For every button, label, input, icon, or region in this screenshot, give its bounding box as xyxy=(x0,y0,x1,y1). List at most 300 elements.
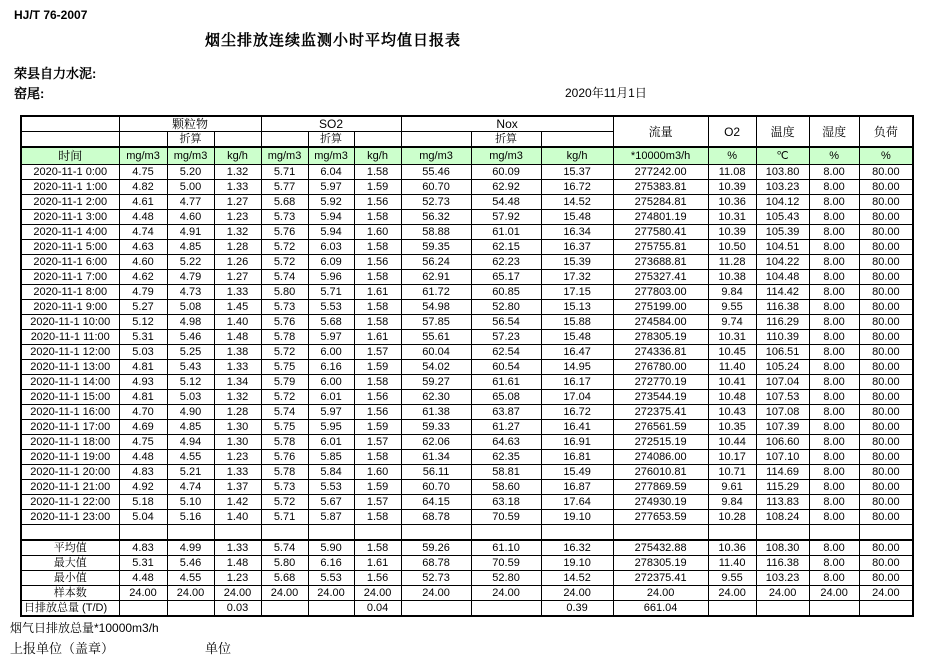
header-group-so2: SO2 xyxy=(261,116,401,132)
table-cell: 62.15 xyxy=(471,240,541,255)
blank-cell xyxy=(613,525,708,541)
table-cell: 5.10 xyxy=(167,495,214,510)
time-cell: 2020-11-1 7:00 xyxy=(21,270,119,285)
table-cell: 80.00 xyxy=(859,165,913,180)
table-cell: 1.45 xyxy=(214,300,261,315)
summary-row-min xyxy=(21,571,913,586)
table-row xyxy=(21,270,913,285)
table-cell: 8.00 xyxy=(809,285,859,300)
table-cell: 8.00 xyxy=(809,345,859,360)
table-cell: 61.01 xyxy=(471,225,541,240)
table-cell: 5.73 xyxy=(261,300,308,315)
time-cell: 2020-11-1 3:00 xyxy=(21,210,119,225)
summary-row-samples xyxy=(21,586,913,601)
table-cell xyxy=(756,601,809,617)
table-cell: 5.97 xyxy=(308,180,354,195)
table-cell: 10.39 xyxy=(708,225,756,240)
summary-row-average xyxy=(21,540,913,556)
unit-cell: kg/h xyxy=(541,147,613,165)
table-cell: 17.64 xyxy=(541,495,613,510)
table-cell: 1.23 xyxy=(214,450,261,465)
table-cell: 24.00 xyxy=(354,586,401,601)
table-cell: 24.00 xyxy=(214,586,261,601)
table-cell: 80.00 xyxy=(859,571,913,586)
table-cell: 59.27 xyxy=(401,375,471,390)
table-cell: 24.00 xyxy=(708,586,756,601)
unit-cell: ℃ xyxy=(756,147,809,165)
table-cell: 64.63 xyxy=(471,435,541,450)
table-cell: 5.68 xyxy=(261,571,308,586)
table-cell: 10.38 xyxy=(708,270,756,285)
table-cell: 56.54 xyxy=(471,315,541,330)
summary-row-daily_total xyxy=(21,601,913,617)
table-cell: 24.00 xyxy=(401,586,471,601)
table-cell: 5.08 xyxy=(167,300,214,315)
table-cell: 61.72 xyxy=(401,285,471,300)
blank-cell xyxy=(401,132,471,148)
table-cell: 5.68 xyxy=(261,195,308,210)
blank-cell xyxy=(471,525,541,541)
table-cell: 6.00 xyxy=(308,345,354,360)
table-row xyxy=(21,345,913,360)
table-cell: 5.18 xyxy=(119,495,167,510)
table-cell: 114.69 xyxy=(756,465,809,480)
table-cell: 5.46 xyxy=(167,330,214,345)
table-cell: 14.52 xyxy=(541,571,613,586)
table-cell: 275383.81 xyxy=(613,180,708,195)
table-cell: 1.33 xyxy=(214,540,261,556)
unit-cell: kg/h xyxy=(214,147,261,165)
table-cell: 24.00 xyxy=(809,586,859,601)
table-cell: 4.82 xyxy=(119,180,167,195)
table-cell: 116.38 xyxy=(756,556,809,571)
table-cell: 1.58 xyxy=(354,450,401,465)
table-cell: 108.30 xyxy=(756,540,809,556)
time-cell: 2020-11-1 11:00 xyxy=(21,330,119,345)
table-cell: 5.72 xyxy=(261,240,308,255)
table-cell: 80.00 xyxy=(859,270,913,285)
header-time: 时间 xyxy=(21,147,119,165)
table-cell: 5.78 xyxy=(261,330,308,345)
table-cell: 4.77 xyxy=(167,195,214,210)
table-cell: 10.43 xyxy=(708,405,756,420)
header-temp: 温度 xyxy=(756,116,809,147)
table-cell: 10.36 xyxy=(708,540,756,556)
table-cell: 5.72 xyxy=(261,255,308,270)
table-cell: 5.73 xyxy=(261,210,308,225)
time-cell: 2020-11-1 20:00 xyxy=(21,465,119,480)
table-cell: 8.00 xyxy=(809,360,859,375)
table-cell: 52.73 xyxy=(401,571,471,586)
table-cell: 54.98 xyxy=(401,300,471,315)
table-cell: 274930.19 xyxy=(613,495,708,510)
table-cell: 1.59 xyxy=(354,480,401,495)
table-cell: 5.72 xyxy=(261,390,308,405)
header-unit-row xyxy=(21,147,913,165)
table-cell: 80.00 xyxy=(859,405,913,420)
table-cell: 5.31 xyxy=(119,556,167,571)
table-cell: 274336.81 xyxy=(613,345,708,360)
table-cell: 4.61 xyxy=(119,195,167,210)
table-cell: 15.39 xyxy=(541,255,613,270)
blank-cell xyxy=(21,132,119,148)
table-cell: 5.71 xyxy=(308,285,354,300)
table-cell: 4.55 xyxy=(167,450,214,465)
table-cell: 5.76 xyxy=(261,225,308,240)
table-cell: 60.54 xyxy=(471,360,541,375)
table-cell: 1.48 xyxy=(214,330,261,345)
table-cell: 8.00 xyxy=(809,480,859,495)
table-cell: 104.12 xyxy=(756,195,809,210)
table-cell: 24.00 xyxy=(613,586,708,601)
table-cell: 8.00 xyxy=(809,450,859,465)
table-cell: 8.00 xyxy=(809,540,859,556)
table-cell: 59.35 xyxy=(401,240,471,255)
table-cell: 1.30 xyxy=(214,420,261,435)
table-row xyxy=(21,435,913,450)
table-cell: 52.80 xyxy=(471,300,541,315)
unit-cell: mg/m3 xyxy=(261,147,308,165)
table-cell: 4.48 xyxy=(119,450,167,465)
table-cell: 1.23 xyxy=(214,571,261,586)
table-cell: 17.15 xyxy=(541,285,613,300)
table-cell: 17.04 xyxy=(541,390,613,405)
table-cell: 16.91 xyxy=(541,435,613,450)
table-cell: 5.12 xyxy=(167,375,214,390)
table-cell: 8.00 xyxy=(809,420,859,435)
table-cell: 8.00 xyxy=(809,225,859,240)
table-cell: 4.69 xyxy=(119,420,167,435)
table-cell: 9.84 xyxy=(708,495,756,510)
table-cell: 274584.00 xyxy=(613,315,708,330)
table-cell: 277242.00 xyxy=(613,165,708,180)
table-row xyxy=(21,210,913,225)
table-cell: 4.75 xyxy=(119,435,167,450)
table-cell: 6.03 xyxy=(308,240,354,255)
unit-cell: % xyxy=(809,147,859,165)
blank-cell xyxy=(809,525,859,541)
table-cell: 4.55 xyxy=(167,571,214,586)
table-cell xyxy=(471,601,541,617)
table-cell: 4.99 xyxy=(167,540,214,556)
blank-cell xyxy=(541,525,613,541)
table-cell xyxy=(308,601,354,617)
table-cell: 1.61 xyxy=(354,285,401,300)
table-cell: 106.51 xyxy=(756,345,809,360)
unit-cell: mg/m3 xyxy=(119,147,167,165)
time-cell: 2020-11-1 5:00 xyxy=(21,240,119,255)
table-row xyxy=(21,165,913,180)
table-cell: 61.34 xyxy=(401,450,471,465)
table-cell: 4.63 xyxy=(119,240,167,255)
station-name: 窑尾: xyxy=(14,86,45,101)
table-cell: 16.47 xyxy=(541,345,613,360)
table-cell: 105.39 xyxy=(756,225,809,240)
table-cell: 80.00 xyxy=(859,450,913,465)
table-row xyxy=(21,240,913,255)
table-cell: 6.01 xyxy=(308,390,354,405)
time-cell: 2020-11-1 19:00 xyxy=(21,450,119,465)
table-cell: 19.10 xyxy=(541,556,613,571)
table-cell: 15.48 xyxy=(541,330,613,345)
table-cell: 10.39 xyxy=(708,180,756,195)
table-cell: 106.60 xyxy=(756,435,809,450)
spacer-row xyxy=(21,525,913,541)
time-cell: 2020-11-1 14:00 xyxy=(21,375,119,390)
table-row xyxy=(21,330,913,345)
table-cell: 15.88 xyxy=(541,315,613,330)
table-cell: 276561.59 xyxy=(613,420,708,435)
table-cell: 24.00 xyxy=(167,586,214,601)
table-cell: 80.00 xyxy=(859,180,913,195)
table-row xyxy=(21,465,913,480)
header-group-nox: Nox xyxy=(401,116,613,132)
table-cell: 62.23 xyxy=(471,255,541,270)
table-cell: 58.88 xyxy=(401,225,471,240)
table-cell: 5.16 xyxy=(167,510,214,525)
table-cell: 70.59 xyxy=(471,510,541,525)
header-flow: 流量 xyxy=(613,116,708,147)
table-cell: 4.48 xyxy=(119,210,167,225)
table-cell: 62.06 xyxy=(401,435,471,450)
table-cell: 276780.00 xyxy=(613,360,708,375)
table-cell: 65.08 xyxy=(471,390,541,405)
unit-cell: mg/m3 xyxy=(401,147,471,165)
blank-cell xyxy=(708,525,756,541)
table-cell: 5.67 xyxy=(308,495,354,510)
summary-label: 最大值 xyxy=(21,556,119,571)
blank-cell xyxy=(167,525,214,541)
table-cell: 5.22 xyxy=(167,255,214,270)
blank-cell xyxy=(119,132,167,148)
table-cell: 65.17 xyxy=(471,270,541,285)
table-cell: 8.00 xyxy=(809,571,859,586)
table-cell: 4.81 xyxy=(119,360,167,375)
table-cell: 5.75 xyxy=(261,420,308,435)
table-cell: 80.00 xyxy=(859,255,913,270)
table-cell: 80.00 xyxy=(859,345,913,360)
blank-cell xyxy=(401,525,471,541)
table-cell: 62.35 xyxy=(471,450,541,465)
table-cell: 275199.00 xyxy=(613,300,708,315)
table-cell: 10.48 xyxy=(708,390,756,405)
table-cell: 61.10 xyxy=(471,540,541,556)
table-row xyxy=(21,225,913,240)
unit-cell: mg/m3 xyxy=(167,147,214,165)
table-cell: 274801.19 xyxy=(613,210,708,225)
table-row xyxy=(21,300,913,315)
table-cell: 56.32 xyxy=(401,210,471,225)
table-cell: 61.38 xyxy=(401,405,471,420)
table-cell: 1.23 xyxy=(214,210,261,225)
table-row xyxy=(21,420,913,435)
table-cell: 16.81 xyxy=(541,450,613,465)
table-cell: 1.59 xyxy=(354,360,401,375)
blank-cell xyxy=(119,525,167,541)
time-cell: 2020-11-1 18:00 xyxy=(21,435,119,450)
table-cell: 80.00 xyxy=(859,420,913,435)
table-cell: 5.92 xyxy=(308,195,354,210)
summary-label: 平均值 xyxy=(21,540,119,556)
table-cell: 1.58 xyxy=(354,165,401,180)
table-cell: 4.74 xyxy=(167,480,214,495)
time-cell: 2020-11-1 15:00 xyxy=(21,390,119,405)
table-cell: 62.91 xyxy=(401,270,471,285)
table-cell: 57.92 xyxy=(471,210,541,225)
table-cell: 24.00 xyxy=(756,586,809,601)
table-cell: 5.68 xyxy=(308,315,354,330)
table-cell: 80.00 xyxy=(859,240,913,255)
table-cell: 80.00 xyxy=(859,300,913,315)
table-cell: 15.13 xyxy=(541,300,613,315)
table-cell xyxy=(809,601,859,617)
table-cell: 5.03 xyxy=(167,390,214,405)
table-cell: 15.49 xyxy=(541,465,613,480)
table-cell: 4.90 xyxy=(167,405,214,420)
table-cell: 275284.81 xyxy=(613,195,708,210)
table-cell: 110.39 xyxy=(756,330,809,345)
table-cell: 5.53 xyxy=(308,300,354,315)
table-cell: 5.80 xyxy=(261,556,308,571)
table-cell: 62.92 xyxy=(471,180,541,195)
table-cell: 1.40 xyxy=(214,315,261,330)
table-cell: 5.25 xyxy=(167,345,214,360)
blank-cell xyxy=(214,132,261,148)
table-row xyxy=(21,480,913,495)
table-cell: 103.80 xyxy=(756,165,809,180)
table-cell: 14.52 xyxy=(541,195,613,210)
table-cell: 5.87 xyxy=(308,510,354,525)
table-cell: 80.00 xyxy=(859,510,913,525)
table-cell: 1.58 xyxy=(354,210,401,225)
table-cell: 9.55 xyxy=(708,300,756,315)
table-cell: 4.79 xyxy=(119,285,167,300)
table-cell: 107.39 xyxy=(756,420,809,435)
blank-cell xyxy=(354,525,401,541)
table-cell: 24.00 xyxy=(541,586,613,601)
unit-cell: % xyxy=(708,147,756,165)
time-cell: 2020-11-1 0:00 xyxy=(21,165,119,180)
table-cell: 1.58 xyxy=(354,240,401,255)
table-cell: 14.95 xyxy=(541,360,613,375)
table-cell: 5.71 xyxy=(261,165,308,180)
table-cell: 8.00 xyxy=(809,255,859,270)
table-row xyxy=(21,450,913,465)
blank-cell xyxy=(541,132,613,148)
table-cell: 272375.41 xyxy=(613,405,708,420)
table-cell: 16.72 xyxy=(541,180,613,195)
table-cell: 80.00 xyxy=(859,390,913,405)
table-cell: 10.35 xyxy=(708,420,756,435)
table-cell: 274086.00 xyxy=(613,450,708,465)
table-cell: 10.45 xyxy=(708,345,756,360)
table-cell: 5.75 xyxy=(261,360,308,375)
table-cell: 4.85 xyxy=(167,420,214,435)
table-cell: 1.61 xyxy=(354,556,401,571)
table-cell: 8.00 xyxy=(809,510,859,525)
table-cell: 80.00 xyxy=(859,495,913,510)
table-cell: 1.34 xyxy=(214,375,261,390)
table-cell: 273688.81 xyxy=(613,255,708,270)
table-cell: 4.74 xyxy=(119,225,167,240)
table-cell: 54.02 xyxy=(401,360,471,375)
table-cell: 5.73 xyxy=(261,480,308,495)
table-cell: 62.54 xyxy=(471,345,541,360)
table-cell: 80.00 xyxy=(859,465,913,480)
header-group-row xyxy=(21,116,913,132)
time-cell: 2020-11-1 1:00 xyxy=(21,180,119,195)
time-cell: 2020-11-1 22:00 xyxy=(21,495,119,510)
table-cell: 55.61 xyxy=(401,330,471,345)
table-cell: 4.79 xyxy=(167,270,214,285)
table-cell: 1.33 xyxy=(214,360,261,375)
table-cell: 58.60 xyxy=(471,480,541,495)
table-cell: 275432.88 xyxy=(613,540,708,556)
time-cell: 2020-11-1 12:00 xyxy=(21,345,119,360)
table-cell: 5.74 xyxy=(261,270,308,285)
table-row xyxy=(21,405,913,420)
table-cell: 8.00 xyxy=(809,465,859,480)
table-cell: 24.00 xyxy=(261,586,308,601)
table-cell: 16.17 xyxy=(541,375,613,390)
blank-cell xyxy=(756,525,809,541)
table-cell: 5.95 xyxy=(308,420,354,435)
table-cell: 1.27 xyxy=(214,195,261,210)
table-cell: 1.57 xyxy=(354,345,401,360)
table-cell: 107.53 xyxy=(756,390,809,405)
table-cell: 5.79 xyxy=(261,375,308,390)
table-cell: 277803.00 xyxy=(613,285,708,300)
summary-label: 最小值 xyxy=(21,571,119,586)
table-cell: 108.24 xyxy=(756,510,809,525)
table-cell: 5.76 xyxy=(261,315,308,330)
table-row xyxy=(21,285,913,300)
table-cell: 10.71 xyxy=(708,465,756,480)
table-cell: 4.73 xyxy=(167,285,214,300)
table-row xyxy=(21,315,913,330)
table-cell: 1.58 xyxy=(354,510,401,525)
table-cell: 4.85 xyxy=(167,240,214,255)
table-cell: 8.00 xyxy=(809,195,859,210)
table-cell: 1.37 xyxy=(214,480,261,495)
table-cell: 5.97 xyxy=(308,405,354,420)
table-cell: 70.59 xyxy=(471,556,541,571)
table-cell: 11.28 xyxy=(708,255,756,270)
table-cell: 6.01 xyxy=(308,435,354,450)
table-cell: 9.55 xyxy=(708,571,756,586)
footer-flue-gas-total: 烟气日排放总量*10000m3/h xyxy=(10,621,159,635)
table-cell: 80.00 xyxy=(859,315,913,330)
table-cell: 16.72 xyxy=(541,405,613,420)
table-cell: 4.98 xyxy=(167,315,214,330)
table-cell: 60.85 xyxy=(471,285,541,300)
table-cell: 52.80 xyxy=(471,571,541,586)
unit-cell: *10000m3/h xyxy=(613,147,708,165)
table-cell: 5.94 xyxy=(308,210,354,225)
table-cell: 68.78 xyxy=(401,510,471,525)
table-cell: 8.00 xyxy=(809,180,859,195)
table-cell: 80.00 xyxy=(859,540,913,556)
time-cell: 2020-11-1 6:00 xyxy=(21,255,119,270)
table-cell: 107.08 xyxy=(756,405,809,420)
table-cell: 56.24 xyxy=(401,255,471,270)
table-cell: 4.83 xyxy=(119,540,167,556)
report-date: 2020年11月1日 xyxy=(565,86,647,100)
table-cell: 5.72 xyxy=(261,345,308,360)
header-nox-converted: 折算 xyxy=(471,132,541,148)
table-cell: 1.28 xyxy=(214,405,261,420)
table-cell: 1.56 xyxy=(354,405,401,420)
